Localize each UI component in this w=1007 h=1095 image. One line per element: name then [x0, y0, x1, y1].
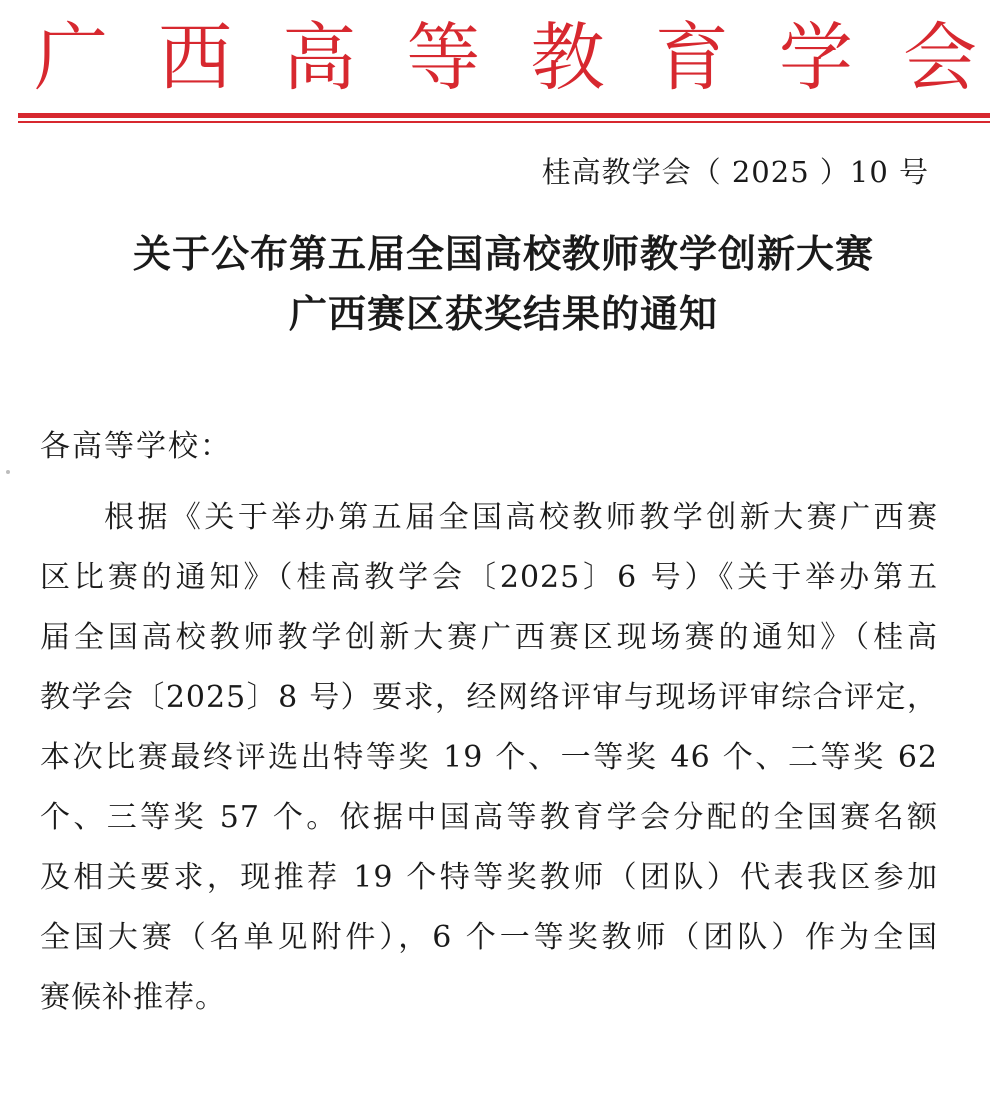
body-line: 根据《关于举办第五届全国高校教师教学创新大赛广西赛	[104, 500, 938, 535]
body-line: 本次比赛最终评选出特等奖 19 个、一等奖 46 个、二等奖 62	[40, 740, 938, 775]
document-title-line: 关于公布第五届全国高校教师教学创新大赛	[132, 232, 874, 276]
issuer-char: 西	[158, 15, 233, 101]
body-line: 赛候补推荐。	[40, 980, 226, 1015]
document-number: 桂高教学会（ 2025 ）10 号	[541, 155, 929, 189]
header-divider-thick	[18, 113, 990, 118]
body-line: 教学会〔2025〕8 号）要求，经网络评审与现场评审综合评定，	[40, 680, 938, 715]
salutation: 各高等学校：	[40, 429, 232, 464]
issuer-char: 育	[654, 15, 729, 101]
issuer-char: 高	[282, 15, 357, 101]
body-line: 区比赛的通知》（桂高教学会〔2025〕6 号）《关于举办第五	[40, 560, 938, 595]
body-line: 届全国高校教师教学创新大赛广西赛区现场赛的通知》（桂高	[40, 620, 938, 655]
document-title-line: 广西赛区获奖结果的通知	[288, 292, 718, 336]
issuer-header	[18, 6, 993, 110]
body-paragraph	[40, 488, 938, 1028]
scan-speck	[6, 470, 10, 474]
issuer-char: 会	[902, 15, 977, 101]
issuer-char: 等	[406, 15, 481, 101]
body-line: 全国大赛（名单见附件），6 个一等奖教师（团队）作为全国	[40, 920, 938, 955]
body-line: 及相关要求，现推荐 19 个特等奖教师（团队）代表我区参加	[40, 860, 938, 895]
header-divider-thin	[18, 121, 990, 123]
issuer-char: 教	[530, 15, 605, 101]
issuer-char: 广	[34, 15, 108, 101]
body-line: 个、三等奖 57 个。依据中国高等教育学会分配的全国赛名额	[40, 800, 938, 835]
document-title	[0, 224, 1007, 344]
issuer-char: 学	[778, 15, 853, 101]
